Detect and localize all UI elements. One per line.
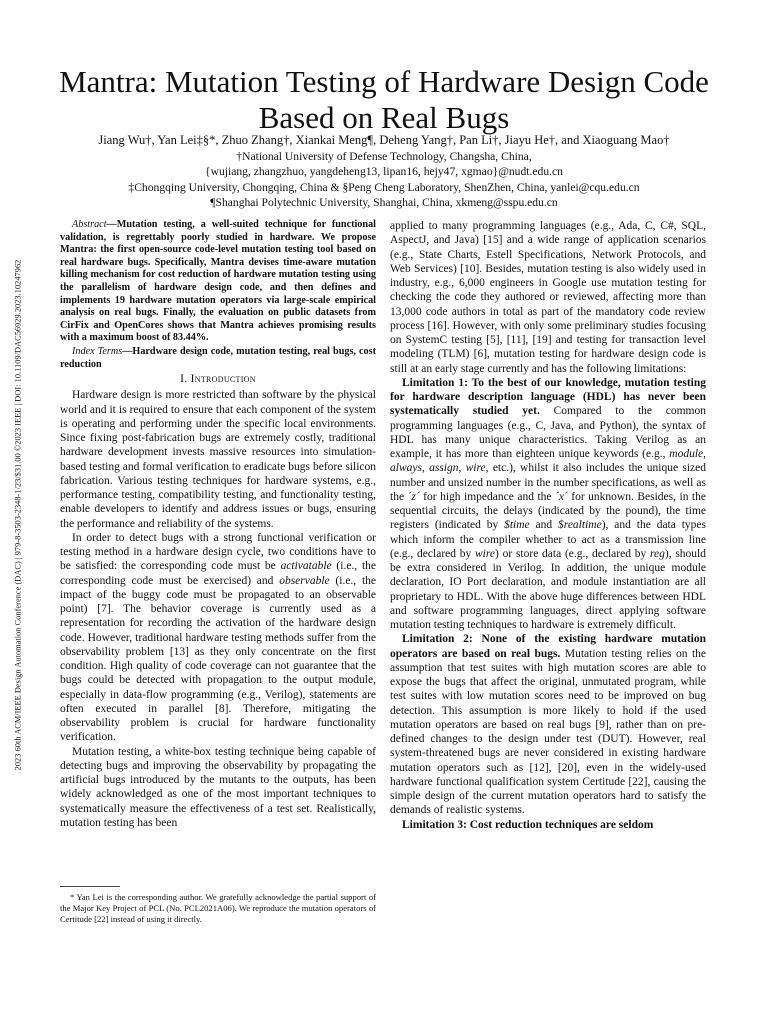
- right-column: [390, 219, 706, 832]
- right-paragraph-1: applied to many programming languages (e.g., Ada, C, C#, SQL, AspectJ, and Java) [15] and a wide range of application scenarios (e.g., State Charts, Estell Specifications, Network Protocols, and Web Services) [10]. Besides, mutation testing is also widely used in industry, e.g., 6,000 engineers in Google use mutation testing for checking the code they authored or reviewed, affecting more than 13,000 code authors in total as part of the mandatory code review process [16]. However, with only some preliminary studies focusing on SystemC testing [5], [11], [19] and testing for transaction level modeling (TLM) [6], mutation testing for hardware design code is still at an early stage currently and has the following limitations:: [390, 220, 706, 375]
- abstract-label: Abstract: [72, 219, 107, 230]
- intro-paragraph-2: In order to detect bugs with a strong functional verification or testing method in a hardware design cycle, two conditions have to be satisfied: the corresponding code must be activatable (i.e., the corresponding code must be exercised) and observable (i.e., the impact of the buggy code must be propagated to an observable point) [7]. The behavior coverage is currently used as a representation for recording the activation of the hardware design code. However, traditional hardware testing methods suffer from the observability problem [13] as they only concentrate on the first condition. High quality of code coverage can not guarantee that the bugs could be detected with propagation to the output module, especially in data-flow programming (e.g., Verilog), statements are often executed in parallel [8]. Therefore, mitigating the observability problem is crucial for hardware functionality verification.: [60, 531, 377, 744]
- footnote-rule: [60, 886, 120, 887]
- affiliation-1-emails: {wujiang, zhangzhuo, yangdeheng13, lipan16, hejy47, xgmao}@nudt.edu.cn: [205, 165, 563, 178]
- left-column: [60, 219, 376, 830]
- abstract-text: —Mutation testing, a well-suited technique for functional validation, is regrettably poorly studied in hardware. We propose Mantra: the first open-source code-level mutation testing tool based on real hardware bugs. Specifically, Mantra devises time-aware mutation killing mechanism for cost reduction of hardware mutation testing using the parallelism of hardware design code, and then defines and implements 19 hardware mutation operators via large-scale empirical analysis on real bugs. Finally, the evaluation on public datasets from CirFix and OpenCores shows that Mantra achieves promising results with a maximum boost of 83.44%.: [60, 219, 376, 344]
- limitation-1: Limitation 1: To the best of our knowledge, mutation testing for hardware description language (HDL) has never been systematically studied yet. Compared to the common programming languages (e.g., C, Java, and Python), the syntax of HDL has many unique characteristics. Taking Verilog as an example, it has more than eighteen unique keywords (e.g., module, always, assign, wire, etc.), whilst it also includes the unique sized number and unsized number in the number specifications, as well as the ´z´ for high impedance and the ´x´ for unknown. Besides, in the sequential circuits, the delays (indicated by the pound), the time registers (indicated by $time and $realtime), and the data types which inform the compiler whether to act as a transmission line (e.g., declared by wire) or store data (e.g., declared by reg), should be extra considered in Verilog. In addition, the unique module declaration, IO Port declaration, and module instantiation are all proprietary to HDL. With the above huge differences between HDL and software programming languages, direct applying software mutation testing techniques to hardware is extremely difficult.: [390, 376, 707, 631]
- index-terms: [60, 346, 376, 371]
- intro-paragraph-3: Mutation testing, a white-box testing technique being capable of detecting bugs and improving the observability by propagating the artificial bugs introduced by the mutants to the outputs, has been widely acknowledged as one of the most important techniques to systematically measure the effectiveness of a test set. Realistically, mutation testing has been: [60, 745, 376, 829]
- term-observable: observable: [279, 574, 330, 587]
- conference-sidebar: [8, 200, 28, 830]
- limitation-2: Limitation 2: None of the existing hardware mutation operators are based on real bugs. Mutation testing relies on the assumption that test suites with high mutation scores are able to expose the bugs that affect the original, unmutated program, while test suites with low mutation scores need to be improved on bug detection. This assumption is more likely to hold if the used mutation operators are based on real bugs [9], rather than on pre-defined changes to the design under test (DUT). However, real system-threatened bugs are never considered in existing hardware mutation operators such as [12], [20], even in the widely-used hardware functional qualification system Certitude [22], causing the simple design of the current mutation operators hard to satisfy the demands of realistic systems.: [390, 633, 706, 817]
- limitation-3: [390, 818, 706, 832]
- affiliation-1: †National University of Defense Technology, Changsha, China,: [236, 150, 532, 163]
- limitation-2-heading: Limitation 2: None of the existing hardware mutation operators are based on real bugs.: [390, 633, 706, 660]
- intro-paragraph-1: Hardware design is more restricted than software by the physical world and it is required to ensure that each component of the system is operating and performing under the specific local environments. Since fixing post-fabrication bugs are extremely costly, traditional hardware development invests massive resources into simulation-based testing and formal verification to eradicate bugs before silicon fabrication. Various testing techniques for hardware systems, e.g., performance testing, compatibility testing, and functionality testing, enable developers to identify and address issues or bugs, ensuring the performance and reliability of the systems.: [60, 389, 376, 530]
- affiliation-3: ¶Shanghai Polytechnic University, Shanghai, China, xkmeng@sspu.edu.cn: [210, 196, 558, 209]
- index-terms-text: —Hardware design code, mutation testing, real bugs, cost reduction: [60, 345, 376, 370]
- footnote: [60, 892, 376, 924]
- sidebar-text: 2023 60th ACM/IEEE Design Automation Conference (DAC) | 979-8-3503-2348-1/23/$31.00 ©2023 IEEE | DOI: 10.1109/DAC56929.2023.10247962: [13, 259, 23, 771]
- abstract: [60, 219, 376, 345]
- index-terms-label: Index Terms: [72, 345, 123, 357]
- author-list: Jiang Wu†, Yan Lei‡§*, Zhuo Zhang†, Xiankai Meng¶, Deheng Yang†, Pan Li†, Jiayu He†, and Xiaoguang Mao†: [98, 133, 670, 147]
- section-heading-introduction: I. Introduction: [180, 373, 256, 386]
- footnote-text: * Yan Lei is the corresponding author. We gratefully acknowledge the partial support of the Major Key Project of PCL (No. PCL2021A06). We reproduce the mutation operators of Certitude [22] instead of using it directly.: [60, 892, 376, 924]
- term-activatable: activatable: [280, 560, 332, 573]
- limitation-3-heading: Limitation 3: Cost reduction techniques are seldom: [402, 818, 654, 831]
- affiliation-2: ‡Chongqing University, Chongqing, China & §Peng Cheng Laboratory, ShenZhen, China, yanlei@cqu.edu.cn: [128, 181, 640, 194]
- paper-title: Mantra: Mutation Testing of Hardware Design Code Based on Real Bugs: [59, 64, 709, 135]
- limitation-1-heading: Limitation 1: To the best of our knowledge, mutation testing for hardware description language (HDL) has never been systematically studied yet.: [390, 376, 706, 418]
